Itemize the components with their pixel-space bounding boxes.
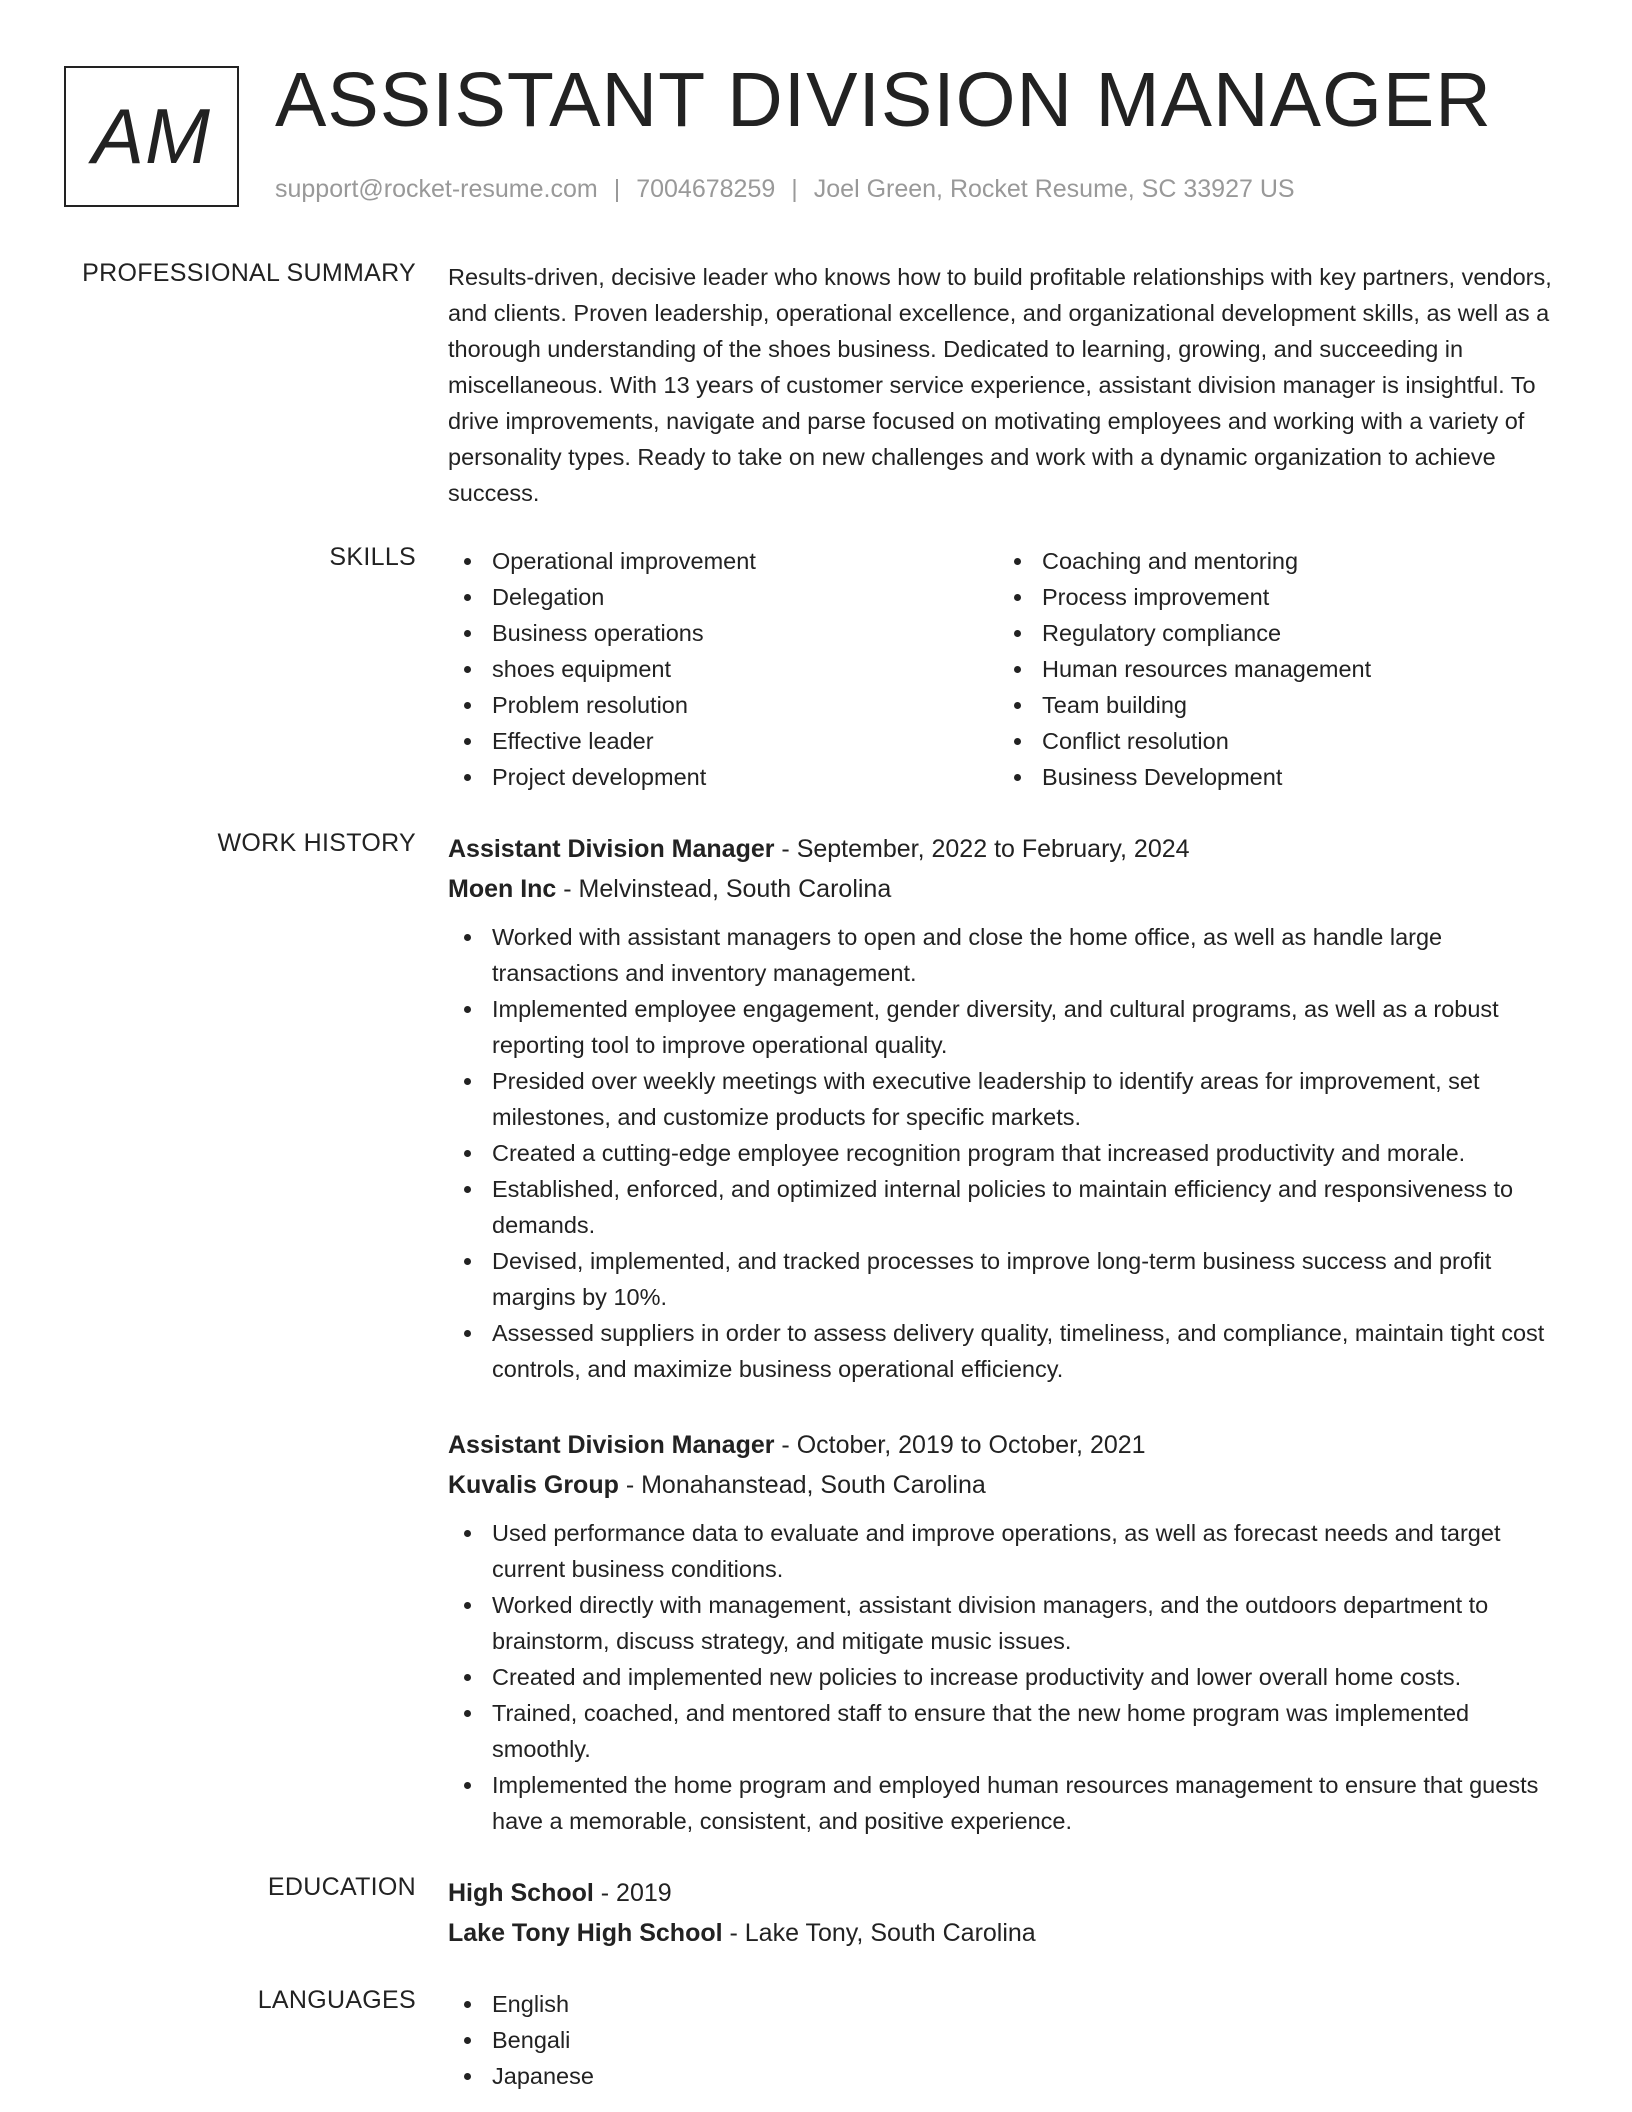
job-bullet: Implemented the home program and employed human resources management to ensure that guests have a memorable, consistent, and positive experience. bbox=[448, 1767, 1568, 1839]
job-bullet: Used performance data to evaluate and improve operations, as well as forecast needs and target current business conditions. bbox=[448, 1515, 1568, 1587]
skill-item: shoes equipment bbox=[448, 651, 998, 687]
skill-item: Business operations bbox=[448, 615, 998, 651]
job-bullet: Worked with assistant managers to open and close the home office, as well as handle large transactions and inventory management. bbox=[448, 919, 1568, 991]
job-location: - Melvinstead, South Carolina bbox=[556, 875, 892, 903]
skill-item: Project development bbox=[448, 759, 998, 795]
languages-list bbox=[448, 1986, 1568, 2094]
job-title-line bbox=[448, 829, 1568, 869]
job-entry bbox=[448, 829, 1568, 1387]
skill-item: Operational improvement bbox=[448, 543, 998, 579]
languages-label: LANGUAGES bbox=[257, 1986, 416, 2014]
job-entry bbox=[448, 1425, 1568, 1839]
job-bullet: Established, enforced, and optimized internal policies to maintain efficiency and responsiveness to demands. bbox=[448, 1171, 1568, 1243]
work-history-label: WORK HISTORY bbox=[217, 829, 416, 857]
job-bullet: Created and implemented new policies to increase productivity and lower overall home costs. bbox=[448, 1659, 1568, 1695]
resume-title: ASSISTANT DIVISION MANAGER bbox=[275, 57, 1492, 143]
job-dates: - October, 2019 to October, 2021 bbox=[774, 1431, 1146, 1459]
job-bullet: Worked directly with management, assistant division managers, and the outdoors department to brainstorm, discuss strategy, and mitigate music issues. bbox=[448, 1587, 1568, 1659]
skill-item: Problem resolution bbox=[448, 687, 998, 723]
contact-separator: | bbox=[791, 175, 798, 203]
education-degree-line bbox=[448, 1873, 1568, 1913]
job-title: Assistant Division Manager bbox=[448, 1431, 775, 1459]
education-school-line bbox=[448, 1913, 1568, 1953]
education-year: - 2019 bbox=[593, 1879, 672, 1907]
summary-label: PROFESSIONAL SUMMARY bbox=[82, 259, 416, 287]
language-item: Japanese bbox=[448, 2058, 1568, 2094]
skill-item: Coaching and mentoring bbox=[998, 543, 1548, 579]
skills-list-right bbox=[998, 543, 1548, 795]
job-bullet: Devised, implemented, and tracked processes to improve long-term business success and profit margins by 10%. bbox=[448, 1243, 1568, 1315]
job-bullet: Presided over weekly meetings with executive leadership to identify areas for improvement, set milestones, and customize products for specific markets. bbox=[448, 1063, 1568, 1135]
job-company: Moen Inc bbox=[448, 875, 557, 903]
job-title-line bbox=[448, 1425, 1568, 1465]
initials-text: AM bbox=[92, 92, 211, 180]
skill-item: Human resources management bbox=[998, 651, 1548, 687]
job-company: Kuvalis Group bbox=[448, 1471, 619, 1499]
education-location: - Lake Tony, South Carolina bbox=[722, 1919, 1036, 1947]
education-label: EDUCATION bbox=[267, 1873, 416, 1901]
contact-line bbox=[275, 175, 1295, 204]
job-company-line bbox=[448, 869, 1568, 909]
skill-item: Effective leader bbox=[448, 723, 998, 759]
job-title: Assistant Division Manager bbox=[448, 835, 775, 863]
contact-phone: 7004678259 bbox=[636, 175, 776, 203]
skills-list-left bbox=[448, 543, 998, 795]
job-bullet: Trained, coached, and mentored staff to ensure that the new home program was implemented smoothly. bbox=[448, 1695, 1568, 1767]
contact-separator: | bbox=[613, 175, 621, 203]
language-item: English bbox=[448, 1986, 1568, 2022]
job-dates: - September, 2022 to February, 2024 bbox=[774, 835, 1190, 863]
skill-item: Delegation bbox=[448, 579, 998, 615]
initials-monogram bbox=[64, 66, 239, 207]
skill-item: Conflict resolution bbox=[998, 723, 1548, 759]
education-school: Lake Tony High School bbox=[448, 1919, 723, 1947]
summary-text: Results-driven, decisive leader who knows how to build profitable relationships with key partners, vendors, and clients. Proven leadership, operational excellence, and organizational development skills, as well as a thorough understanding of the shoes business. Dedicated to learning, growing, and succeeding in miscellaneous. With 13 years of customer service experience, assistant division manager is insightful. To drive improvements, navigate and parse focused on motivating employees and working with a variety of personality types. Ready to take on new challenges and work with a dynamic organization to achieve success. bbox=[448, 264, 1552, 506]
job-bullets bbox=[448, 919, 1568, 1387]
job-bullet: Assessed suppliers in order to assess delivery quality, timeliness, and compliance, maintain tight cost controls, and maximize business operational efficiency. bbox=[448, 1315, 1568, 1387]
job-location: - Monahanstead, South Carolina bbox=[618, 1471, 986, 1499]
contact-email: support@rocket-resume.com bbox=[275, 175, 598, 203]
job-company-line bbox=[448, 1465, 1568, 1505]
skill-item: Team building bbox=[998, 687, 1548, 723]
education-degree: High School bbox=[448, 1879, 594, 1907]
skill-item: Business Development bbox=[998, 759, 1548, 795]
contact-address: Joel Green, Rocket Resume, SC 33927 US bbox=[813, 175, 1295, 203]
job-bullet: Implemented employee engagement, gender diversity, and cultural programs, as well as a robust reporting tool to improve operational quality. bbox=[448, 991, 1568, 1063]
skill-item: Regulatory compliance bbox=[998, 615, 1548, 651]
skill-item: Process improvement bbox=[998, 579, 1548, 615]
job-bullets bbox=[448, 1515, 1568, 1839]
skills-label: SKILLS bbox=[329, 543, 416, 571]
language-item: Bengali bbox=[448, 2022, 1568, 2058]
job-bullet: Created a cutting-edge employee recognition program that increased productivity and morale. bbox=[448, 1135, 1568, 1171]
